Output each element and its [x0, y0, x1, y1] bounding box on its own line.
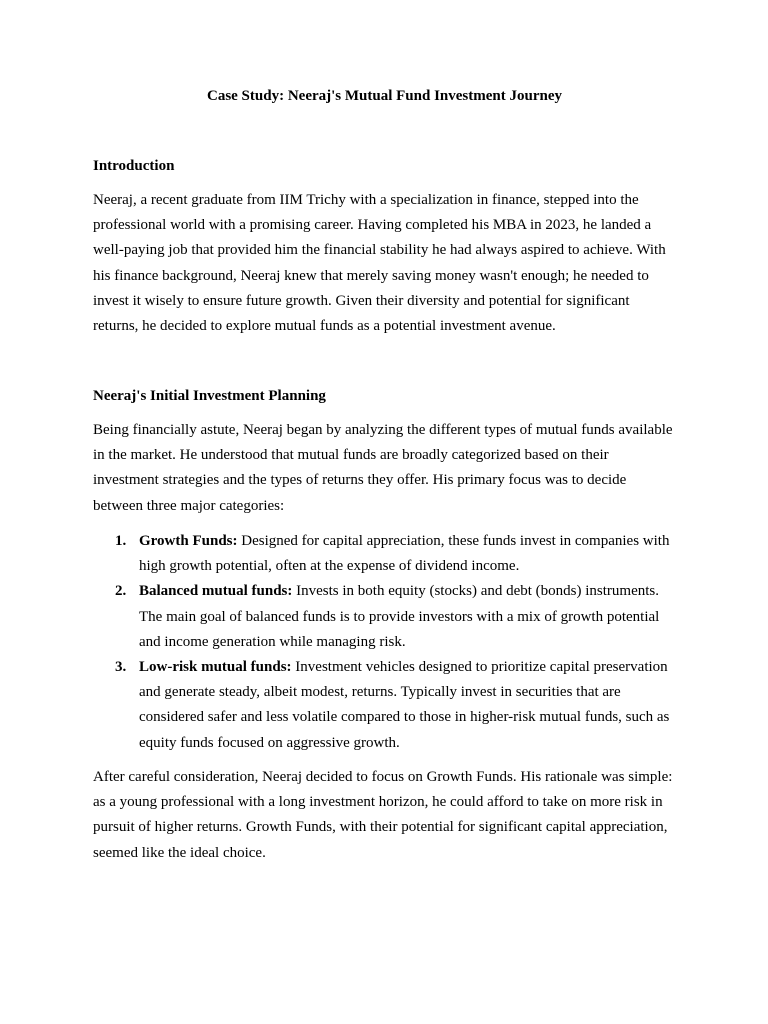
introduction-paragraph: Neeraj, a recent graduate from IIM Trichy with a specialization in finance, stepped into the professional world with a promising career. Having completed his MBA in 2023, he landed a well-paying job that provided him the financial stability he had always aspired to achieve. With his finance background, Neeraj knew that merely saving money wasn't enough; he needed to invest it wisely to ensure future growth. Given their diversity and potential for significant returns, he decided to explore mutual funds as a potential investment avenue.	[93, 192, 666, 335]
list-text: Designed for capital appreciation, these funds invest in companies with high growth potential, often at the expense of dividend income.	[139, 533, 670, 575]
document-title: Case Study: Neeraj's Mutual Fund Investment Journey	[206, 88, 562, 104]
section-heading-investment-planning: Neeraj's Initial Investment Planning	[93, 388, 326, 404]
list-term: Balanced mutual funds:	[139, 583, 293, 600]
list-text: Investment vehicles designed to prioritize capital preservation and generate steady, albeit modest, returns. Typically invest in securities that are considered safer and less volatile compared to those in higher-risk mutual funds, such as equity funds focused on aggressive growth.	[139, 659, 670, 751]
list-item-growth-funds	[93, 529, 678, 579]
list-item-balanced-funds	[93, 579, 678, 655]
planning-paragraph: Being financially astute, Neeraj began by analyzing the different types of mutual funds available in the market. He understood that mutual funds are broadly categorized based on their investment strategies and the types of returns they offer. His primary focus was to decide between three major categories:	[93, 422, 673, 514]
section-heading-introduction: Introduction	[93, 158, 175, 174]
conclusion-paragraph: After careful consideration, Neeraj decided to focus on Growth Funds. His rationale was simple: as a young professional with a long investment horizon, he could afford to take on more risk in pursuit of higher returns. Growth Funds, with their potential for significant capital appreciation, seemed like the ideal choice.	[93, 769, 673, 861]
list-number: 2.	[115, 583, 127, 600]
list-text: Invests in both equity (stocks) and debt (bonds) instruments. The main goal of balanced funds is to provide investors with a mix of growth potential and income generation while managing risk.	[139, 583, 660, 650]
list-term: Low-risk mutual funds:	[139, 659, 292, 676]
list-term: Growth Funds:	[139, 533, 238, 549]
list-number: 3.	[115, 659, 127, 676]
fund-category-list	[93, 529, 678, 756]
list-number: 1.	[115, 533, 127, 549]
list-item-low-risk-funds	[93, 655, 678, 756]
